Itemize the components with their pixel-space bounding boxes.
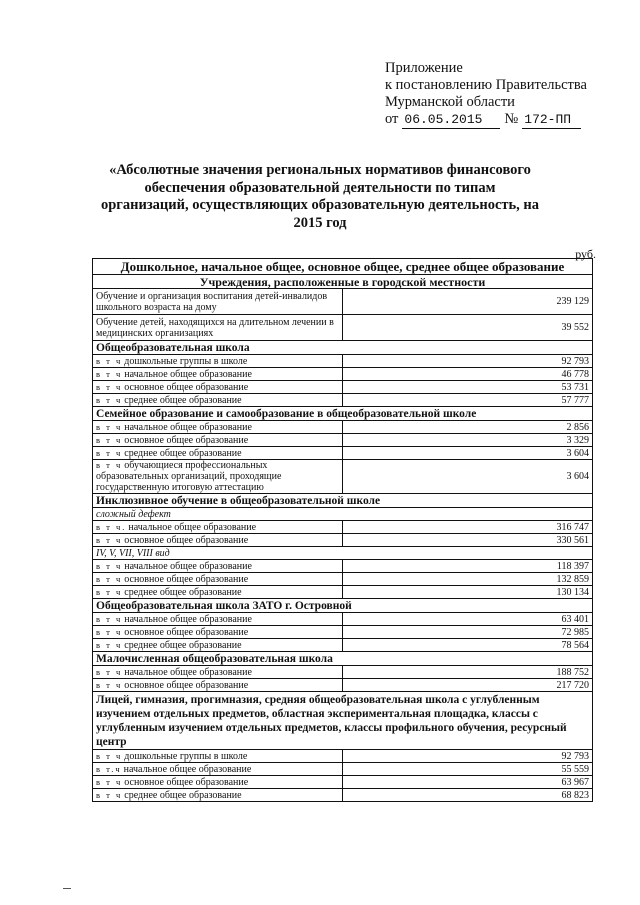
row-label [93, 679, 343, 692]
table-row [93, 315, 593, 341]
row-text: основное общее образование [124, 626, 249, 638]
row-text: начальное общее образование [123, 763, 252, 775]
table-row [93, 381, 593, 394]
row-label [93, 355, 343, 368]
row-text: среднее общее образование [124, 586, 242, 598]
number-prefix: № [504, 111, 519, 127]
row-prefix: в т ч [96, 639, 123, 650]
section-row [93, 599, 593, 613]
row-prefix: в т ч [96, 394, 123, 405]
section-row [93, 494, 593, 508]
row-prefix: в т ч [96, 368, 123, 379]
subsection-title: сложный дефект [93, 508, 593, 521]
row-text: основное общее образование [124, 381, 249, 393]
row-prefix: в т ч [96, 434, 123, 445]
row-value: 132 859 [343, 573, 593, 586]
row-value: 316 747 [343, 521, 593, 534]
row-value: 39 552 [343, 315, 593, 341]
row-prefix: в т ч [96, 586, 123, 597]
row-value: 72 985 [343, 626, 593, 639]
row-prefix: в т ч [96, 573, 123, 584]
row-text: основное общее образование [124, 573, 249, 585]
date-prefix: от [385, 111, 399, 127]
table-row [93, 447, 593, 460]
row-text: дошкольные группы в школе [124, 355, 248, 367]
document-title: «Абсолютные значения региональных нормативов финансового обеспечения образовательной деятельности по типам организаций, осуществляющих образовательную деятельность, на 2015 год [100, 162, 540, 231]
row-prefix: в т ч [96, 679, 123, 690]
row-prefix: в т.ч [96, 763, 122, 774]
row-text: основное общее образование [124, 679, 249, 691]
row-label [93, 394, 343, 407]
table-main-header: Дошкольное, начальное общее, основное общее, среднее общее образование [93, 259, 593, 275]
decree-number: 172-ПП [522, 111, 581, 129]
table-row [93, 534, 593, 547]
row-prefix: в т ч [96, 381, 123, 392]
row-prefix: в т ч [96, 421, 123, 432]
row-prefix: в т ч [96, 560, 123, 571]
row-prefix: в т ч [96, 750, 123, 761]
row-value: 78 564 [343, 639, 593, 652]
row-prefix: в т ч [96, 789, 123, 800]
appendix-line-1: Приложение [385, 60, 463, 76]
table-row [93, 586, 593, 599]
table-sub-header-row [93, 275, 593, 289]
row-text: начальное общее образование [124, 421, 252, 433]
table-row [93, 521, 593, 534]
section-title: Общеобразовательная школа [93, 341, 593, 355]
table-row [93, 763, 593, 776]
row-prefix: в т ч [96, 776, 123, 787]
table-row [93, 560, 593, 573]
row-label [93, 750, 343, 763]
appendix-header [385, 60, 587, 129]
row-prefix: в т ч [96, 447, 123, 458]
row-prefix: в т ч [96, 355, 123, 366]
table-row [93, 421, 593, 434]
table-row [93, 573, 593, 586]
row-label: Обучение детей, находящихся на длительном лечении в медицинских организациях [93, 315, 343, 341]
section-row [93, 692, 593, 750]
row-text: дошкольные группы в школе [124, 750, 248, 762]
table-row [93, 750, 593, 763]
row-text: основное общее образование [124, 434, 249, 446]
table-row [93, 355, 593, 368]
row-value: 68 823 [343, 789, 593, 802]
row-label [93, 434, 343, 447]
row-value: 188 752 [343, 666, 593, 679]
row-value: 46 778 [343, 368, 593, 381]
row-prefix: в т ч [96, 613, 123, 624]
row-label [93, 573, 343, 586]
row-label [93, 666, 343, 679]
table-row [93, 639, 593, 652]
row-label [93, 626, 343, 639]
table-row [93, 613, 593, 626]
normatives-table [92, 258, 593, 802]
table-row [93, 289, 593, 315]
row-prefix: в т ч [96, 626, 123, 637]
row-prefix: в т ч [96, 666, 123, 677]
section-row [93, 652, 593, 666]
row-label [93, 586, 343, 599]
row-label [93, 521, 343, 534]
row-prefix: в т ч. [96, 521, 127, 532]
table-row [93, 626, 593, 639]
table-main-header-row [93, 259, 593, 275]
section-title: Лицей, гимназия, прогимназия, средняя общеобразовательная школа с углубленным изучением отдельных предметов, областная экспериментальная площадка, классы с углубленным изучением отдельных предметов, классы профильного обучения, ресурсный центр [93, 692, 593, 750]
row-value: 118 397 [343, 560, 593, 573]
appendix-line-3: Мурманской области [385, 94, 515, 110]
row-label [93, 789, 343, 802]
row-value: 3 604 [343, 460, 593, 494]
table-row [93, 666, 593, 679]
decree-date: 06.05.2015 [402, 111, 500, 129]
row-text: среднее общее образование [124, 447, 242, 459]
row-prefix: в т ч [96, 460, 123, 470]
subsection-title: IV, V, VII, VIII вид [93, 547, 593, 560]
row-label [93, 763, 343, 776]
row-label [93, 776, 343, 789]
row-value: 92 793 [343, 750, 593, 763]
row-label [93, 381, 343, 394]
row-text: начальное общее образование [124, 368, 252, 380]
row-value: 92 793 [343, 355, 593, 368]
table-row [93, 368, 593, 381]
row-value: 330 561 [343, 534, 593, 547]
row-label [93, 368, 343, 381]
row-text: начальное общее образование [124, 613, 252, 625]
table-row [93, 776, 593, 789]
row-label [93, 560, 343, 573]
section-row [93, 341, 593, 355]
row-value: 3 329 [343, 434, 593, 447]
subsection-row [93, 547, 593, 560]
row-label [93, 613, 343, 626]
table-row [93, 460, 593, 494]
row-text: основное общее образование [124, 534, 249, 546]
row-value: 57 777 [343, 394, 593, 407]
appendix-line-2: к постановлению Правительства [385, 77, 587, 93]
footer-mark [63, 888, 71, 889]
table-row [93, 789, 593, 802]
row-text: среднее общее образование [124, 639, 242, 651]
row-value: 63 967 [343, 776, 593, 789]
row-text: обучающиеся профессиональных образовательных организаций, проходящие государственную итоговую аттестацию [96, 460, 282, 493]
row-text: основное общее образование [124, 776, 249, 788]
row-value: 55 559 [343, 763, 593, 776]
row-value: 217 720 [343, 679, 593, 692]
row-text: начальное общее образование [124, 560, 252, 572]
row-value: 3 604 [343, 447, 593, 460]
row-label [93, 421, 343, 434]
row-label [93, 447, 343, 460]
section-title: Семейное образование и самообразование в общеобразовательной школе [93, 407, 593, 421]
row-prefix: в т ч [96, 534, 123, 545]
row-text: начальное общее образование [124, 666, 252, 678]
row-label [93, 534, 343, 547]
appendix-date-number [385, 111, 587, 129]
table-row [93, 679, 593, 692]
row-value: 239 129 [343, 289, 593, 315]
row-value: 130 134 [343, 586, 593, 599]
section-title: Общеобразовательная школа ЗАТО г. Островной [93, 599, 593, 613]
section-title: Инклюзивное обучение в общеобразовательной школе [93, 494, 593, 508]
section-title: Малочисленная общеобразовательная школа [93, 652, 593, 666]
row-label [93, 460, 343, 494]
table-row [93, 394, 593, 407]
row-value: 2 856 [343, 421, 593, 434]
row-value: 63 401 [343, 613, 593, 626]
table-row [93, 434, 593, 447]
row-label [93, 639, 343, 652]
table-sub-header: Учреждения, расположенные в городской местности [93, 275, 593, 289]
row-text: среднее общее образование [124, 789, 242, 801]
row-text: среднее общее образование [124, 394, 242, 406]
row-label: Обучение и организация воспитания детей-инвалидов школьного возраста на дому [93, 289, 343, 315]
row-value: 53 731 [343, 381, 593, 394]
subsection-row [93, 508, 593, 521]
row-text: начальное общее образование [128, 521, 257, 533]
currency-unit: руб. [575, 247, 596, 261]
section-row [93, 407, 593, 421]
